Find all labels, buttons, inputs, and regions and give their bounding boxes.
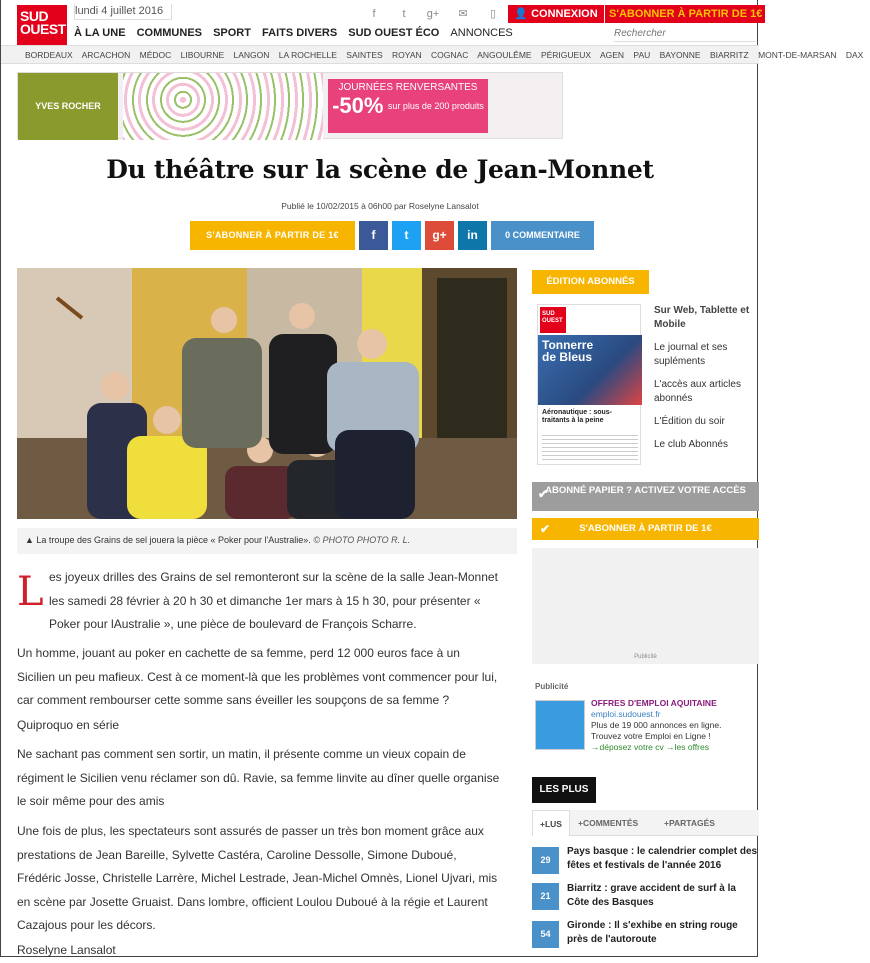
job-ad[interactable] [591,698,761,753]
article-byline: Publié le 10/02/2015 à 06h00 par Roselyne Lansalot [281,201,479,211]
popular-article-link[interactable]: Biarritz : grave accident de surf à la Côte des Basques [567,883,736,908]
search-input[interactable] [614,26,756,42]
article-paragraph: Un homme, jouant au poker en cachette de sa femme, perd 12 000 euros face à un Sicilien un peu mafieux. Cest à ce moment-là que les problèmes vont commencer pour lui, car comment rembourser cette somme sans éveiller les soupçons de sa femme ? [17,646,498,707]
rank-badge: 21 [532,883,559,910]
paper-subline: Aéronautique : sous-traitants à la peine [542,409,613,424]
job-ad-image[interactable] [535,700,585,750]
popular-article-link[interactable]: Gironde : Il s'exhibe en string rouge près de l'autoroute [567,920,738,945]
ad-flowers-image [123,73,323,140]
photo-caption [17,528,517,554]
site-logo[interactable]: SUD OUEST [17,5,67,45]
job-ad-line: Trouvez votre Emploi en Ligne ! [591,731,711,741]
mail-icon[interactable]: ✉ [458,8,468,20]
share-linkedin-button[interactable]: in [458,221,487,250]
checkmark-icon: ✔ [540,522,551,536]
nav-item-communes[interactable]: COMMUNES [136,27,202,39]
sidebar-ad-slot[interactable] [532,548,759,664]
city-link[interactable]: ANGOULÊME [477,50,532,60]
ad-percent: -50% [332,93,384,118]
paper-headline: Tonnerre de Bleus [542,338,594,364]
benefit-item: L'Édition du soir [654,416,725,427]
les-plus-heading: LES PLUS [532,777,596,803]
ad-banner[interactable] [17,72,563,139]
job-ad-line: Plus de 19 000 annonces en ligne. [591,720,722,730]
edition-abonnes-label[interactable]: ÉDITION ABONNÉS [532,270,649,294]
tab-most-shared[interactable]: +PARTAGÉS [664,818,715,828]
nav-item-une[interactable]: À LA UNE [74,27,126,39]
sidebar-subscribe-label: S'ABONNER À PARTIR DE 1€ [579,523,712,534]
facebook-icon[interactable]: f [372,8,376,20]
city-link[interactable]: MONT-DE-MARSAN [758,50,837,60]
city-link[interactable]: ARCACHON [81,50,131,60]
paper-logo: SUD OUEST [540,307,566,333]
city-link[interactable]: PAU [633,50,651,60]
ad-title: JOURNÉES RENVERSANTES [338,82,478,93]
caption-arrow-icon: ▲ [25,535,37,545]
popular-tabs [532,810,759,836]
tab-most-commented[interactable]: +COMMENTÉS [578,818,639,828]
city-link[interactable]: MÉDOC [139,50,172,60]
comments-button[interactable]: 0 COMMENTAIRE [491,221,594,250]
newspaper-cover[interactable] [537,304,641,465]
nav-item-sport[interactable]: SPORT [213,27,251,39]
main-nav [74,27,521,39]
google-plus-icon[interactable]: g+ [426,8,440,20]
city-link[interactable]: SAINTES [346,50,383,60]
article-photo [17,268,517,519]
current-date: lundi 4 juillet 2016 [74,4,172,20]
share-facebook-button[interactable]: f [359,221,388,250]
drop-cap: L [17,569,44,615]
nav-item-faits-divers[interactable]: FAITS DIVERS [262,27,338,39]
tab-most-read[interactable]: +LUS [532,810,570,836]
article-title: Du théâtre sur la scène de Jean-Monnet [106,155,654,184]
post-cv-link[interactable]: →déposez votre cv [591,742,664,752]
rank-badge: 54 [532,921,559,948]
subscriber-benefits [654,304,759,461]
share-google-button[interactable]: g+ [425,221,454,250]
article-paragraph: es joyeux drilles des Grains de sel remonteront sur la scène de la salle Jean-Monnet les samedi 28 février à 20 h 30 et dimanche 1er mars à 15 h 30, pour présenter « Poker pour lAustralie », une pièce de boulevard de François Scharre. [49,570,498,631]
benefits-heading: Sur Web, Tablette et Mobile [654,305,750,330]
benefit-item: Le journal et ses supléments [654,342,728,367]
city-link[interactable]: COGNAC [431,50,469,60]
article-author: Roselyne Lansalot [17,943,116,957]
city-link[interactable]: ROYAN [392,50,422,60]
ad-promo-box [328,79,488,133]
sidebar-subscribe-button[interactable] [532,518,759,540]
user-icon: 👤 [514,8,532,20]
publicite-label: Publicité [535,682,569,691]
benefit-item: Le club Abonnés [654,439,728,450]
nav-item-eco[interactable]: SUD OUEST ÉCO [348,27,440,39]
subscribe-button[interactable]: S'ABONNER À PARTIR DE 1€ [190,221,355,250]
job-ad-url[interactable]: emploi.sudouest.fr [591,709,661,719]
activate-access-label: ABONNÉ PAPIER ? ACTIVEZ VOTRE ACCÈS [545,485,746,496]
city-link[interactable]: LANGON [233,50,270,60]
caption-credit: © PHOTO PHOTO R. L. [313,535,411,545]
login-button[interactable] [508,5,604,23]
login-label: CONNEXION [531,8,598,20]
article-paragraph: Ne sachant pas comment sen sortir, un matin, il présente comme un vieux copain de régiment le Sicilien venu réclamer son dû. Ravie, sa femme linvite au dîner quelle organise le soir même pour des amis [17,747,500,808]
city-link[interactable]: BORDEAUX [25,50,73,60]
subscribe-top-button[interactable]: S'ABONNER À PARTIR DE 1€ [605,5,765,23]
checkmark-icon: ✔ [538,487,549,501]
popular-article-link[interactable]: Pays basque : le calendrier complet des fêtes et festivals de l'année 2016 [567,846,758,871]
city-link[interactable]: AGEN [599,50,625,60]
benefit-item: L'accès aux articles abonnés [654,379,741,404]
city-link[interactable]: LA ROCHELLE [278,50,337,60]
nav-item-annonces[interactable]: ANNONCES [450,27,513,39]
job-offers-link[interactable]: →les offres [666,742,709,752]
job-ad-title[interactable]: OFFRES D'EMPLOI AQUITAINE [591,698,717,708]
mobile-icon[interactable]: ▯ [489,8,497,20]
rank-badge: 29 [532,847,559,874]
article-paragraph: Une fois de plus, les spectateurs sont assurés de passer un très bon moment grâce aux prestations de Jean Bareille, Sylvette Castéra, Caroline Dessolle, Simone Duboué, Frédéric Josse, Christelle Larrère, Michel Lestrade, Jean-Michel Omnès, Lionel Ujvari, mis en scène par Josette Gruaist. Dans lombre, officient Loulou Duboué à la régie et Laurent Cazajous pour les décors. [17,824,498,932]
ad-slot-label: Publicité [634,654,657,660]
ad-subtitle: sur plus de 200 produits [387,101,484,111]
activate-access-button[interactable] [532,482,759,511]
caption-text: La troupe des Grains de sel jouera la pièce « Poker pour l'Australie». [36,535,311,545]
article-subheading: Quiproquo en série [17,718,120,732]
city-link[interactable]: LIBOURNE [180,50,225,60]
twitter-icon[interactable]: t [402,8,406,20]
share-twitter-button[interactable]: t [392,221,421,250]
city-link[interactable]: BAYONNE [659,50,701,60]
city-link[interactable]: PÉRIGUEUX [540,50,592,60]
city-nav [1,45,864,64]
city-link[interactable]: DAX [845,50,864,60]
ad-brand: YVES ROCHER [18,73,118,140]
city-link[interactable]: BIARRITZ [709,50,749,60]
